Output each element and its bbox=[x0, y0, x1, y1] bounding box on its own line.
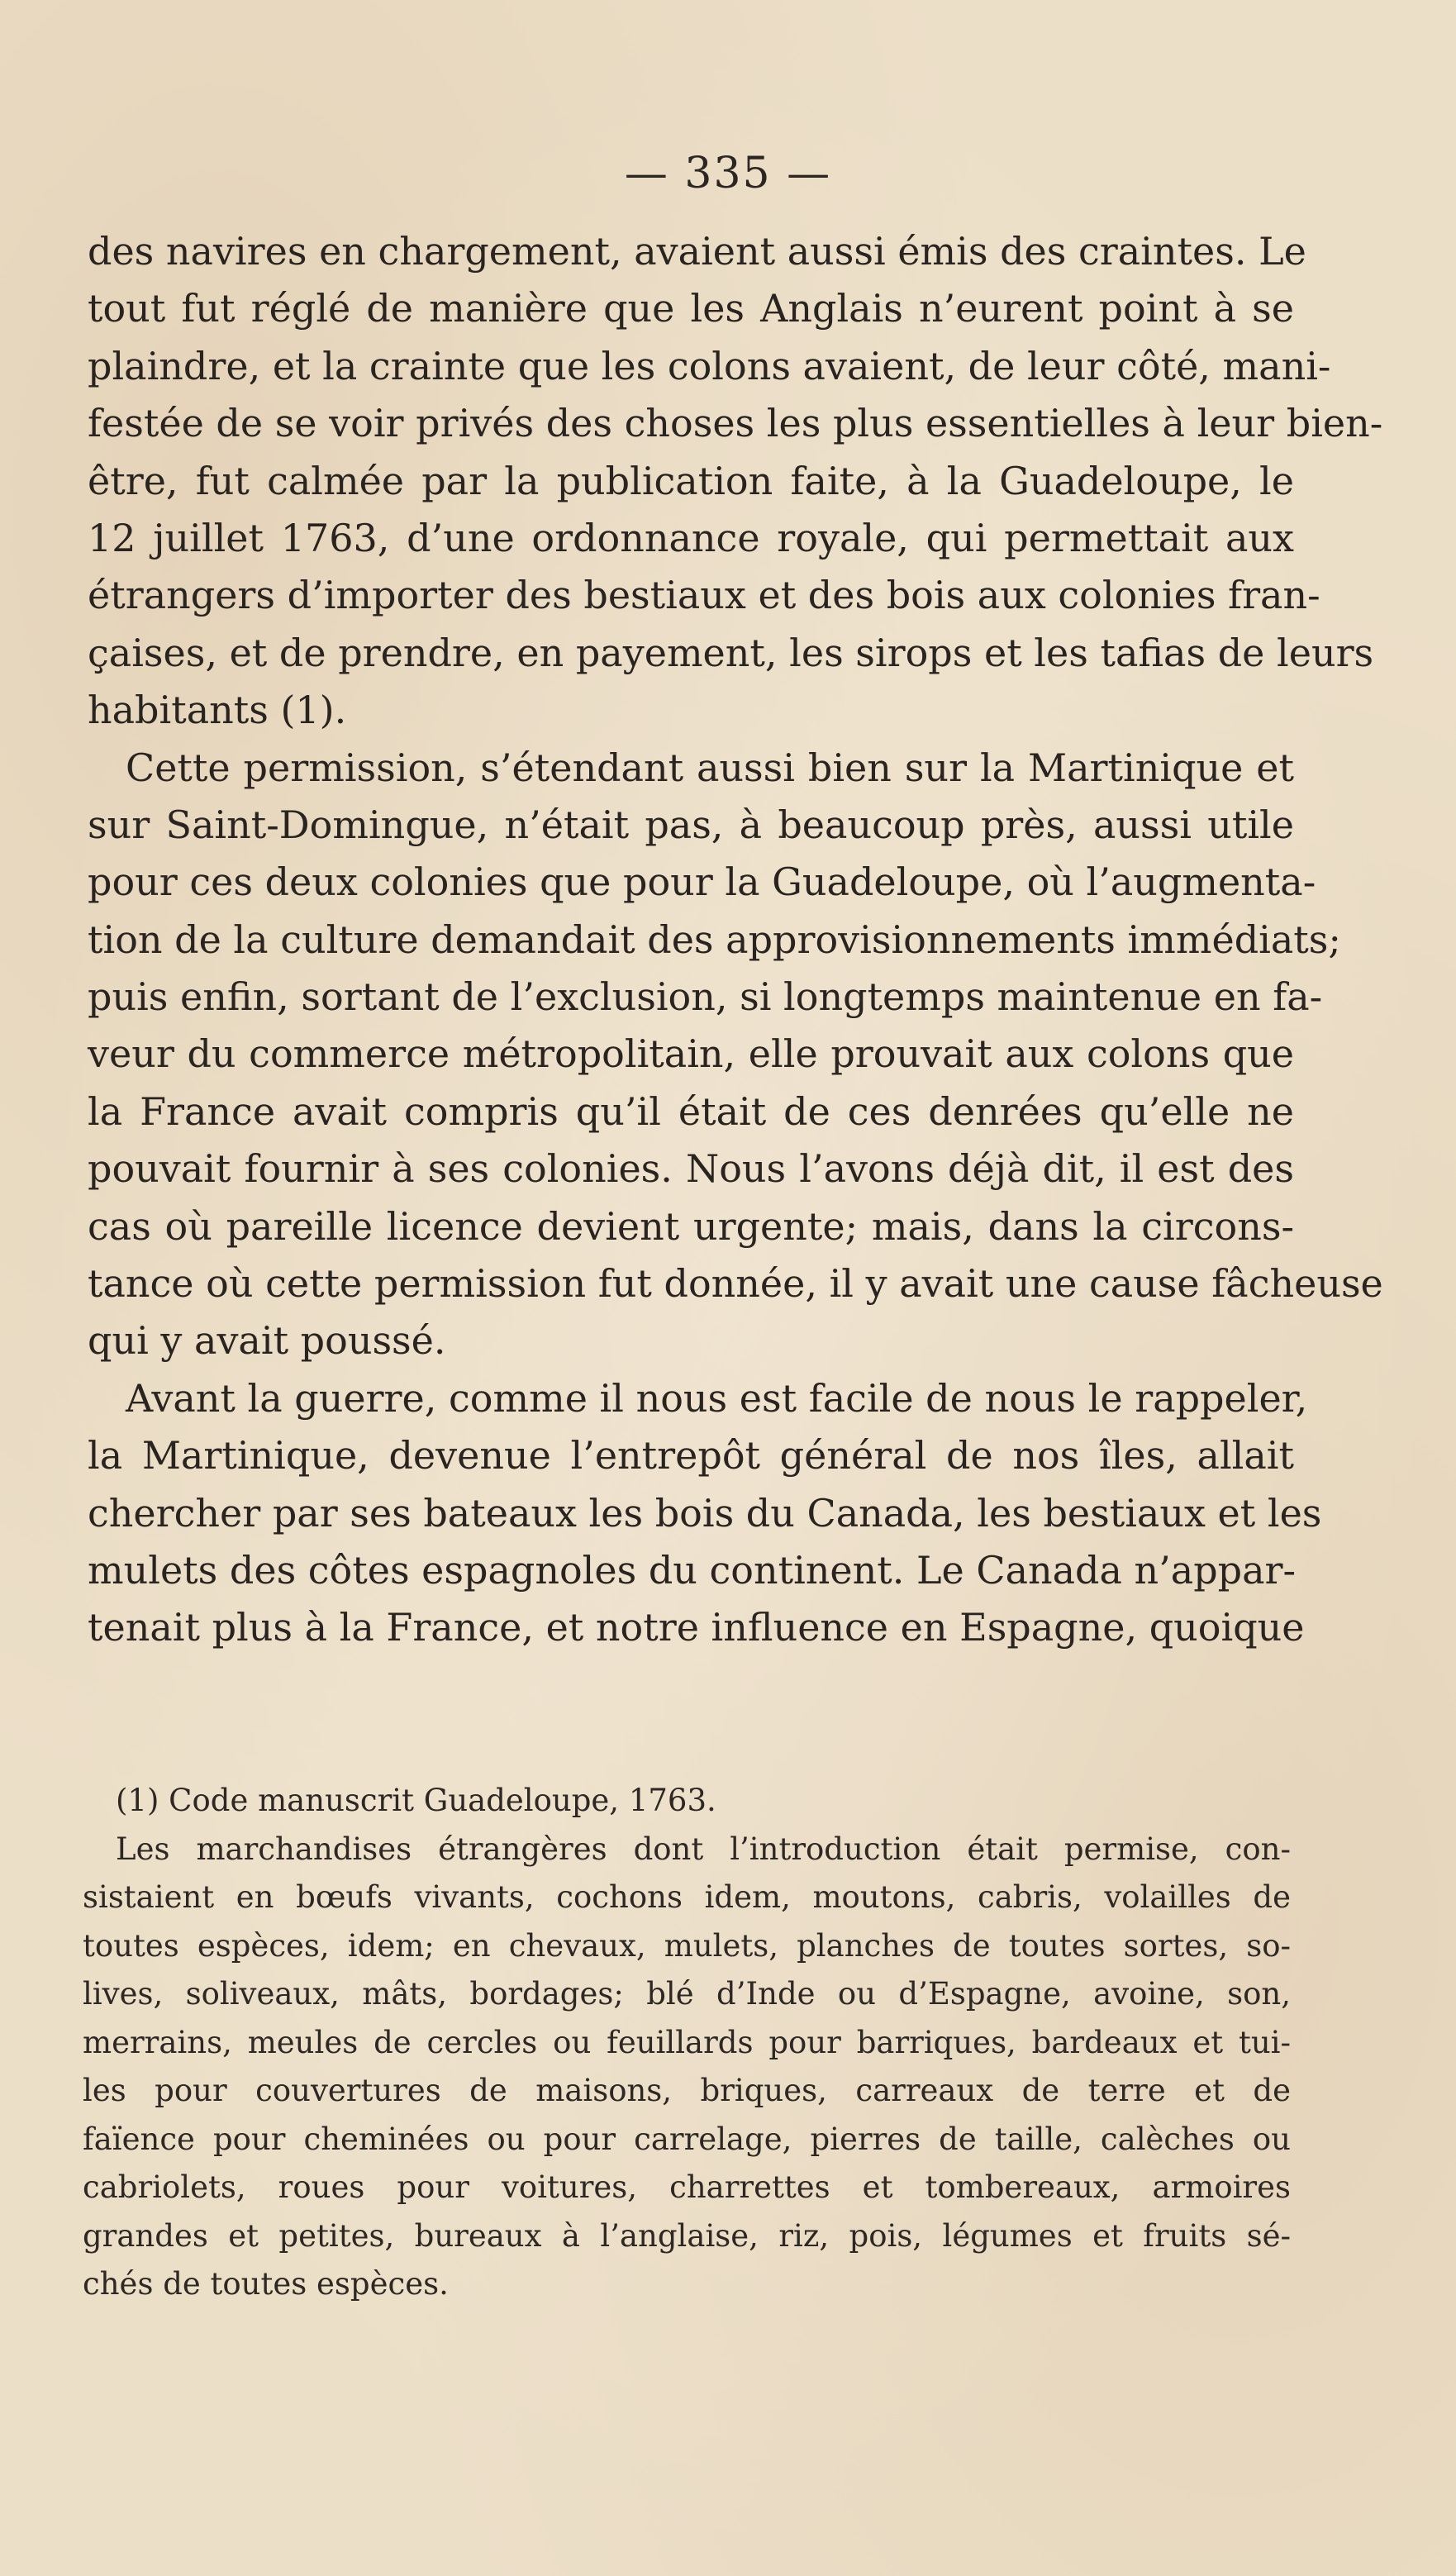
text-line: tenait plus à la France, et notre influence en Espagne, quoique bbox=[88, 1605, 1305, 1650]
footnote-line: sistaient en bœufs vivants, cochons idem, moutons, cabris, volailles de bbox=[83, 1879, 1291, 1915]
footnotes bbox=[83, 1777, 1291, 2309]
paragraph-end-line: qui y avait poussé. bbox=[88, 1318, 446, 1364]
footnote-line: toutes espèces, idem; en chevaux, mulets, planches de toutes sortes, so- bbox=[83, 1927, 1291, 1964]
text-line: des navires en chargement, avaient aussi émis des craintes. Le bbox=[88, 229, 1306, 274]
footnote-line: grandes et petites, bureaux à l’anglaise, riz, pois, légumes et fruits sé- bbox=[83, 2217, 1291, 2254]
text-line: étrangers d’importer des bestiaux et des bois aux colonies fran- bbox=[88, 573, 1320, 618]
footnote-line: lives, soliveaux, mâts, bordages; blé d’Inde ou d’Espagne, avoine, son, bbox=[83, 1976, 1291, 2012]
text-line: cas où pareille licence devient urgente; mais, dans la circons- bbox=[88, 1203, 1294, 1249]
paragraph-start-line: Avant la guerre, comme il nous est facile de nous le rappeler, bbox=[126, 1375, 1308, 1421]
text-line: pouvait fournir à ses colonies. Nous l’avons déjà dit, il est des bbox=[88, 1146, 1294, 1192]
page-number: — 335 — bbox=[624, 149, 832, 198]
text-line: la France avait compris qu’il était de ces denrées qu’elle ne bbox=[88, 1088, 1294, 1134]
text-line: plaindre, et la crainte que les colons avaient, de leur côté, mani- bbox=[88, 343, 1331, 388]
text-line: mulets des côtes espagnoles du continent. Le Canada n’appar- bbox=[88, 1547, 1297, 1593]
paragraph-end-line: habitants (1). bbox=[88, 688, 347, 733]
footnote-line: cabriolets, roues pour voitures, charrettes et tombereaux, armoires bbox=[83, 2169, 1291, 2205]
text-line: chercher par ses bateaux les bois du Canada, les bestiaux et les bbox=[88, 1490, 1322, 1536]
text-line: pour ces deux colonies que pour la Guadeloupe, où l’augmenta- bbox=[88, 859, 1316, 905]
text-line: tout fut réglé de manière que les Anglais n’eurent point à se bbox=[88, 286, 1294, 331]
text-line: la Martinique, devenue l’entrepôt général de nos îles, allait bbox=[88, 1433, 1294, 1478]
text-line: être, fut calmée par la publication faite, à la Guadeloupe, le bbox=[88, 458, 1294, 503]
text-line: veur du commerce métropolitain, elle prouvait aux colons que bbox=[88, 1031, 1294, 1077]
footnote-reference: (1) Code manuscrit Guadeloupe, 1763. bbox=[116, 1783, 716, 1818]
text-line: çaises, et de prendre, en payement, les sirops et les tafias de leurs bbox=[88, 630, 1374, 675]
text-line: puis enfin, sortant de l’exclusion, si longtemps maintenue en fa- bbox=[88, 974, 1323, 1020]
footnote-line: les pour couvertures de maisons, briques, carreaux de terre et de bbox=[83, 2073, 1291, 2108]
footnote-line: Les marchandises étrangères dont l’introduction était permise, con- bbox=[116, 1831, 1291, 1867]
text-line: tance où cette permission fut donnée, il y avait une cause fâcheuse bbox=[88, 1261, 1383, 1307]
footnote-line: merrains, meules de cercles ou feuillards pour barriques, bardeaux et tui- bbox=[83, 2024, 1291, 2060]
paragraph-start-line: Cette permission, s’étendant aussi bien sur la Martinique et bbox=[126, 745, 1294, 790]
text-line: tion de la culture demandait des approvisionnements immédiats; bbox=[88, 917, 1341, 962]
footnote-line: chés de toutes espèces. bbox=[83, 2266, 449, 2302]
text-line: sur Saint-Domingue, n’était pas, à beaucoup près, aussi utile bbox=[88, 802, 1294, 847]
text-line: festée de se voir privés des choses les plus essentielles à leur bien- bbox=[88, 401, 1383, 446]
text-line: 12 juillet 1763, d’une ordonnance royale, qui permettait aux bbox=[88, 515, 1294, 560]
main-text bbox=[88, 223, 1383, 1657]
footnote-line: faïence pour cheminées ou pour carrelage, pierres de taille, calèches ou bbox=[83, 2121, 1291, 2157]
